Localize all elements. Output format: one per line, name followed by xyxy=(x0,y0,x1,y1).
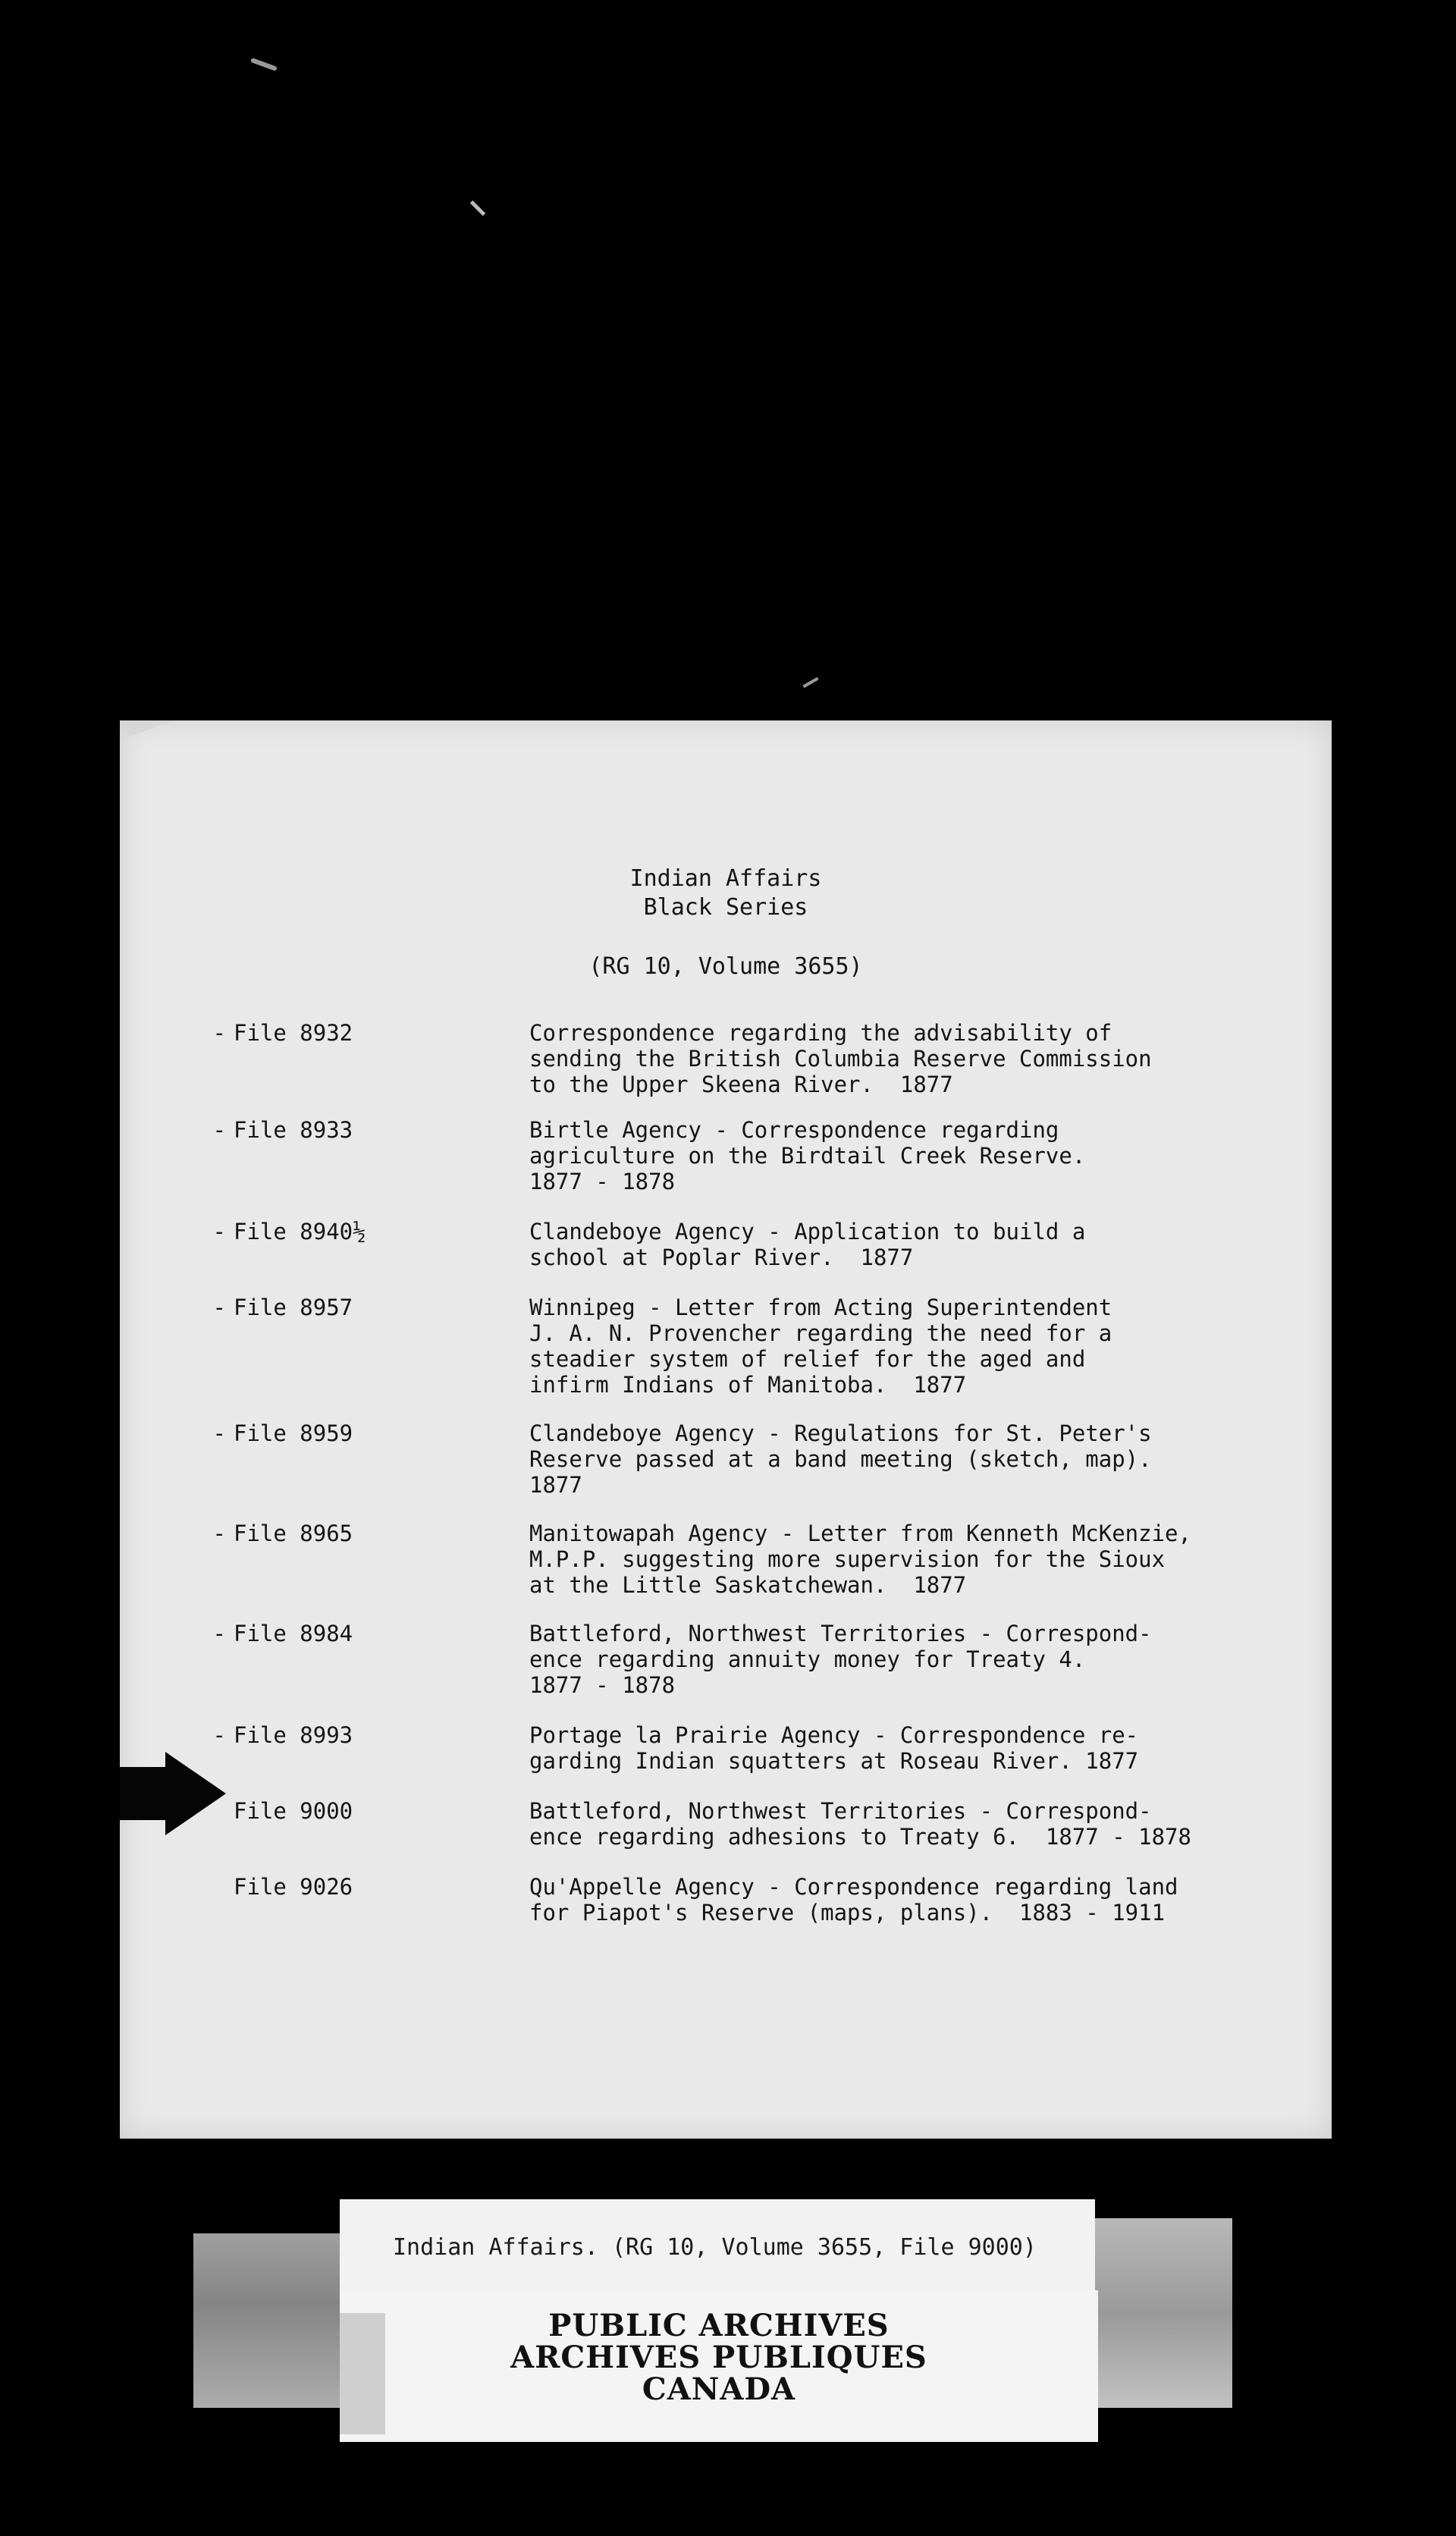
heading-title: Indian Affairs xyxy=(629,865,822,892)
archive-stamp-band xyxy=(340,2290,1098,2442)
entry-description: Clandeboye Agency - Application to build a school at Poplar River. 1877 xyxy=(529,1219,1086,1270)
entry-description: Birtle Agency - Correspondence regarding agriculture on the Birdtail Creek Reserve. 1877 - 1878 xyxy=(529,1117,1086,1194)
entry-file-number: File 8984 xyxy=(234,1621,353,1646)
entry-file-number: File 8932 xyxy=(234,1020,353,1046)
entry-description: Portage la Prairie Agency - Correspondence re- garding Indian squatters at Roseau River. 1877 xyxy=(529,1722,1139,1774)
document-heading xyxy=(120,865,1332,981)
entry-tick-mark: - xyxy=(212,1521,226,1546)
entry-file-number: File 8959 xyxy=(234,1420,353,1446)
entry-description: Correspondence regarding the advisability of sending the British Columbia Reserve Commission to the Upper Skeena River. 1877 xyxy=(529,1020,1152,1097)
entry-file-number: File 8940½ xyxy=(234,1219,366,1244)
entry-file-number: File 8957 xyxy=(234,1295,353,1320)
stamp-line-country: CANADA xyxy=(642,2371,796,2407)
stamp-line-french: ARCHIVES PUBLIQUES xyxy=(510,2340,927,2375)
page-corner-fold xyxy=(127,720,173,737)
document-page xyxy=(120,720,1332,2139)
entry-tick-mark: - xyxy=(212,1722,226,1748)
pointer-arrow-icon xyxy=(120,1752,226,1835)
entry-tick-mark: - xyxy=(212,1117,226,1143)
entry-file-number: File 8993 xyxy=(234,1722,353,1748)
entry-description: Winnipeg - Letter from Acting Superintendent J. A. N. Provencher regarding the need for a steadier system of relief for the aged and infirm Indians of Manitoba. 1877 xyxy=(529,1295,1112,1398)
film-border-bottom xyxy=(0,2442,1456,2536)
heading-volume: (RG 10, Volume 3655) xyxy=(588,953,863,980)
entry-tick-mark: - xyxy=(212,1219,226,1244)
entry-tick-mark: - xyxy=(212,1295,226,1320)
entry-tick-mark: - xyxy=(212,1020,226,1046)
stamp-line-english: PUBLIC ARCHIVES xyxy=(548,2308,890,2343)
entry-file-number: File 9000 xyxy=(234,1798,353,1824)
archive-reference-label: Indian Affairs. (RG 10, Volume 3655, File 9000) xyxy=(393,2234,1037,2261)
film-speck xyxy=(470,200,486,216)
entry-tick-mark: - xyxy=(212,1621,226,1646)
entry-file-number: File 9026 xyxy=(234,1874,353,1900)
entry-tick-mark: - xyxy=(212,1420,226,1446)
entry-file-number: File 8933 xyxy=(234,1117,353,1143)
entry-description: Clandeboye Agency - Regulations for St. Peter's Reserve passed at a band meeting (sketch, map). 1877 xyxy=(529,1420,1152,1498)
film-speck xyxy=(802,677,818,688)
film-speck xyxy=(250,58,278,71)
entry-description: Manitowapah Agency - Letter from Kenneth McKenzie, M.P.P. suggesting more supervision for the Sioux at the Little Saskatchewan. 1877 xyxy=(529,1521,1191,1598)
tape-right xyxy=(1077,2218,1232,2408)
archive-stamp xyxy=(340,2310,1098,2406)
archive-label-strip xyxy=(340,2199,1095,2298)
entry-description: Battleford, Northwest Territories - Correspond- ence regarding annuity money for Treaty 4. 1877 - 1878 xyxy=(529,1621,1152,1698)
entry-description: Qu'Appelle Agency - Correspondence regarding land for Piapot's Reserve (maps, plans). 1883 - 1911 xyxy=(529,1874,1178,1926)
entry-file-number: File 8965 xyxy=(234,1521,353,1546)
heading-series: Black Series xyxy=(643,894,808,921)
entry-description: Battleford, Northwest Territories - Correspond- ence regarding adhesions to Treaty 6. 1877 - 1878 xyxy=(529,1798,1191,1850)
